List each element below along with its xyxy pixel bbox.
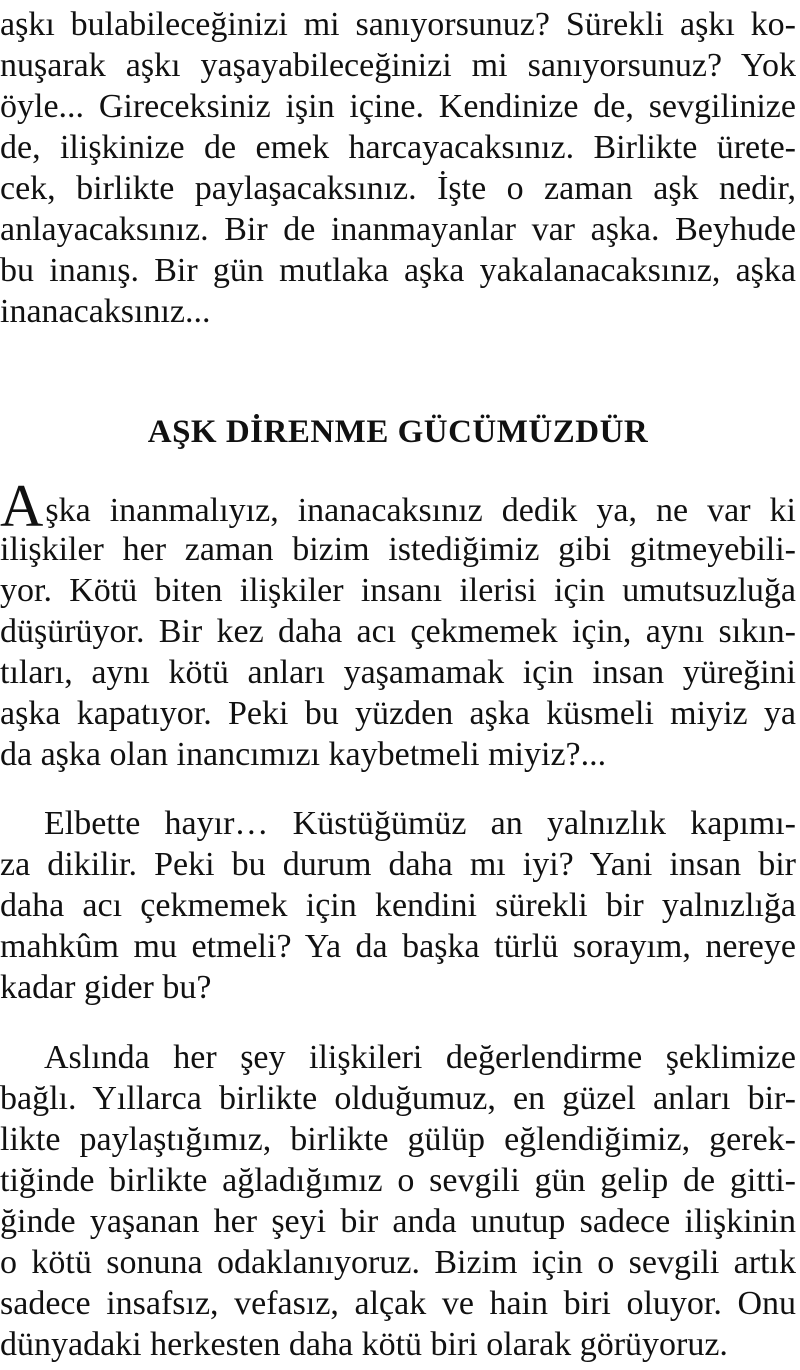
text-line: ğinde yaşanan her şeyi bir anda unutup sadece ilişkinin xyxy=(0,1203,796,1240)
text-line: anlayacaksınız. Bir de inanmayanlar var aşka. Beyhude xyxy=(0,211,796,248)
text-line: yor. Kötü biten ilişkiler insanı ilerisi için umutsuzluğa xyxy=(0,572,796,609)
text-line: inanacaksınız... xyxy=(0,293,211,330)
text-line: bu inanış. Bir gün mutlaka aşka yakalanacaksınız, aşka xyxy=(0,252,796,289)
first-line-text: şka inanmalıyız, inanacaksınız dedik ya, ne var ki xyxy=(45,492,796,529)
text-line: likte paylaştığımız, birlikte gülüp eğlendiğimiz, gerek- xyxy=(0,1121,796,1158)
drop-cap: A xyxy=(0,473,44,539)
section-heading: AŞK DİRENME GÜCÜMÜZDÜR xyxy=(147,414,649,450)
text-line: de, ilişkinize de emek harcayacaksınız. Birlikte ürete- xyxy=(0,129,796,166)
text-line: mahkûm mu etmeli? Ya da başka türlü sorayım, nereye xyxy=(0,928,796,965)
text-line: Elbette hayır… Küstüğümüz an yalnızlık kapımı- xyxy=(44,805,796,842)
text-line: tıları, aynı kötü anları yaşamamak için insan yüreğini xyxy=(0,654,796,691)
text-line: bağlı. Yıllarca birlikte olduğumuz, en güzel anları bir- xyxy=(0,1080,796,1117)
text-line: da aşka olan inancımızı kaybetmeli miyiz?... xyxy=(0,736,607,773)
text-line: daha acı çekmemek için kendini sürekli bir yalnızlığa xyxy=(0,887,796,924)
text-line: aşkı bulabileceğinizi mi sanıyorsunuz? Sürekli aşkı ko- xyxy=(0,6,796,43)
text-line: dünyadaki herkesten daha kötü biri olarak görüyoruz. xyxy=(0,1326,728,1363)
text-line: ilişkiler her zaman bizim istediğimiz gibi gitmeyebili- xyxy=(0,531,796,568)
text-line: kadar gider bu? xyxy=(0,969,212,1006)
text-line: sadece insafsız, vefasız, alçak ve hain biri oluyor. Onu xyxy=(0,1285,796,1322)
text-line: aşka kapatıyor. Peki bu yüzden aşka küsmeli miyiz ya xyxy=(0,695,796,732)
text-line: cek, birlikte paylaşacaksınız. İşte o zaman aşk nedir, xyxy=(0,170,796,207)
text-line: o kötü sonuna odaklanıyoruz. Bizim için o sevgili artık xyxy=(0,1244,796,1281)
text-line: düşürüyor. Bir kez daha acı çekmemek için, aynı sıkın- xyxy=(0,613,796,650)
text-line: öyle... Gireceksiniz işin içine. Kendinize de, sevgilinize xyxy=(0,88,796,125)
text-line: tiğinde birlikte ağladığımız o sevgili gün gelip de gitti- xyxy=(0,1162,796,1199)
text-line: Aslında her şey ilişkileri değerlendirme şeklimize xyxy=(44,1039,796,1076)
text-line: za dikilir. Peki bu durum daha mı iyi? Yani insan bir xyxy=(0,846,796,883)
text-line: nuşarak aşkı yaşayabileceğinizi mi sanıyorsunuz? Yok xyxy=(0,47,796,84)
